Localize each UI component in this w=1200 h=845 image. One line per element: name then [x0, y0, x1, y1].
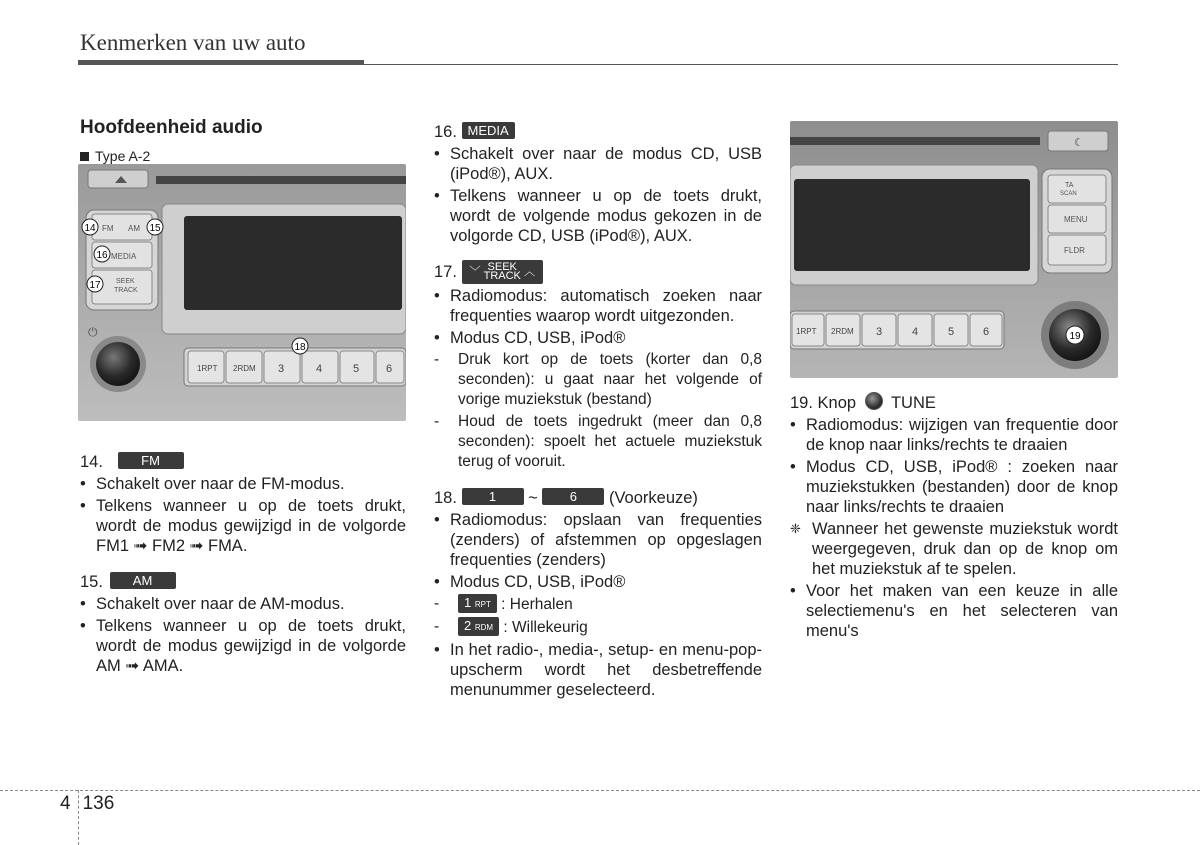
- callout-16: 16: [96, 250, 108, 261]
- random-key: 2 RDM: [458, 617, 499, 636]
- item-16-bullet-1: • Schakelt over naar de modus CD, USB (iPod®), AUX.: [434, 144, 762, 184]
- section-title: Hoofdeenheid audio: [80, 117, 263, 138]
- item-18-bullet-1: • Radiomodus: opslaan van frequenties (zenders) of afstemmen op opgeslagen frequenties (zenders): [434, 510, 762, 570]
- preset-left-6: 6: [386, 363, 393, 375]
- item-17-dash-1: - Druk kort op de toets (korter dan 0,8 seconden): u gaat naar het volgende of vorige muziekstuk (bestand): [434, 350, 762, 410]
- media-label: MEDIA: [111, 252, 137, 261]
- tune-knob-icon: [865, 392, 883, 410]
- page-number: 4 136: [60, 793, 115, 814]
- item-14-bullet-1: • Schakelt over naar de FM-modus.: [80, 474, 406, 494]
- preset-right-4: 4: [912, 326, 919, 338]
- item-18-dash-1: - 1 RPT : Herhalen: [434, 594, 762, 615]
- item-15-bullet-2: • Telkens wanneer u op de toets drukt, wordt de modus gewijzigd in de volgorde AM ➟ AMA.: [80, 616, 406, 676]
- item-18-bullet-3: • In het radio-, media-, setup- en menu-pop-upscherm wordt het desbetreffende menunummer geselecteerd.: [434, 640, 762, 700]
- svg-text:⏻: ⏻: [88, 325, 98, 339]
- am-label: AM: [128, 224, 140, 233]
- item-14: 14. FM • Schakelt over naar de FM-modus. • Telkens wanneer u op de toets drukt, wordt de modus gewijzigd in de volgorde FM1 ➟ FM2 ➟ FMA.: [80, 452, 406, 556]
- header-rule: [78, 64, 1118, 65]
- audio-unit-right-image: [790, 121, 1118, 378]
- callout-14: 14: [84, 223, 96, 234]
- column-1: [80, 118, 406, 678]
- column-2: [434, 122, 762, 702]
- preset-6-key: 6: [542, 488, 604, 505]
- repeat-key: 1 RPT: [458, 594, 497, 613]
- svg-text:☾: ☾: [1074, 136, 1084, 149]
- preset-1-key: 1: [462, 488, 524, 505]
- preset-left-3: 3: [278, 363, 285, 375]
- preset-right-6: 6: [983, 326, 990, 338]
- menu-label: MENU: [1064, 215, 1088, 224]
- media-key: MEDIA: [462, 122, 515, 139]
- preset-left-5: 5: [353, 363, 360, 375]
- callout-15: 15: [149, 223, 161, 234]
- item-16-bullet-2: • Telkens wanneer u op de toets drukt, wordt de volgende modus gekozen in de volgorde CD, USB (iPod®), AUX.: [434, 186, 762, 246]
- callout-19: 19: [1069, 331, 1081, 342]
- item-19-bullet-3: • Voor het maken van een keuze in alle selectiemenu's en het selecteren van menu's: [790, 581, 1118, 641]
- item-18-dash-2: - 2 RDM : Willekeurig: [434, 617, 762, 638]
- preset-right-1: 1RPT: [796, 327, 817, 336]
- fldr-label: FLDR: [1064, 246, 1085, 255]
- footer-rule: [0, 790, 1200, 791]
- callout-18: 18: [294, 342, 306, 353]
- preset-right-5: 5: [948, 326, 955, 338]
- item-19-note: ❈ Wanneer het gewenste muziekstuk wordt weergegeven, druk dan op de knop om het muziekstuk af te spelen.: [790, 519, 1118, 579]
- item-18-bullet-2: • Modus CD, USB, iPod®: [434, 572, 762, 592]
- item-19-bullet-2: • Modus CD, USB, iPod® : zoeken naar muziekstukken (bestanden) door de knop naar links/rechts te draaien: [790, 457, 1118, 517]
- seek-track-key: ﹀ SEEK TRACK ︿: [462, 260, 543, 284]
- preset-left-4: 4: [316, 363, 323, 375]
- item-19: 19. Knop TUNE • Radiomodus: wijzigen van frequentie door de knop naar links/rechts te draaien • Modus CD, USB, iPod® : zoeken naar muziekstukken (bestanden) door de knop naar links/rechts te draaien ❈ Wanneer het gewenste muziekstuk wordt weergegeven, druk dan op de knop om het muziekstuk af te spelen. • Voor het maken van een keuze in alle selectiemenu's en het selecteren van menu's: [790, 392, 1118, 641]
- item-15-bullet-1: • Schakelt over naar de AM-modus.: [80, 594, 406, 614]
- item-14-bullet-2: • Telkens wanneer u op de toets drukt, wordt de modus gewijzigd in de volgorde FM1 ➟ FM2 ➟ FMA.: [80, 496, 406, 556]
- type-label: Type A-2: [80, 146, 406, 166]
- running-header: Kenmerken van uw auto: [80, 30, 306, 55]
- column-3: [790, 392, 1118, 643]
- am-key: AM: [110, 572, 176, 589]
- preset-right-2: 2RDM: [831, 327, 854, 336]
- fm-key: FM: [118, 452, 184, 469]
- item-16: 16. MEDIA • Schakelt over naar de modus CD, USB (iPod®), AUX. • Telkens wanneer u op de toets drukt, wordt de volgende modus gekozen in de volgorde CD, USB (iPod®), AUX.: [434, 122, 762, 246]
- chevron-up-icon: ︿: [523, 265, 535, 278]
- item-17-bullet-1: • Radiomodus: automatisch zoeken naar frequenties waarop wordt uitgezonden.: [434, 286, 762, 326]
- fm-label: FM: [102, 224, 114, 233]
- item-19-bullet-1: • Radiomodus: wijzigen van frequentie door de knop naar links/rechts te draaien: [790, 415, 1118, 455]
- item-15: 15. AM • Schakelt over naar de AM-modus. • Telkens wanneer u op de toets drukt, wordt de modus gewijzigd in de volgorde AM ➟ AMA.: [80, 572, 406, 676]
- preset-right-3: 3: [876, 326, 883, 338]
- item-17-dash-2: - Houd de toets ingedrukt (meer dan 0,8 seconden): spoelt het actuele muziekstuk terug of vooruit.: [434, 412, 762, 472]
- callout-17: 17: [89, 280, 101, 291]
- scan-label: SCAN: [1060, 191, 1077, 197]
- item-17: 17. ﹀ SEEK TRACK ︿ • Radiomodus: automatisch zoeken naar frequenties waarop wordt uitgezonden. • Modus CD, USB, iPod® - Druk kort op de toets (korter dan 0,8 seconden): u gaat naar het volgende of vorige muziekstuk (bestand) - Houd de toets ingedrukt (meer dan 0,8 seconden): spoelt het actuele muziekstuk terug of vooruit.: [434, 260, 762, 472]
- ta-label: TA: [1065, 182, 1074, 189]
- preset-left-2: 2RDM: [233, 364, 256, 373]
- square-icon: [80, 152, 89, 161]
- chevron-down-icon: ﹀: [469, 265, 481, 278]
- item-18: 18. 1 ~ 6 (Voorkeuze) • Radiomodus: opslaan van frequenties (zenders) of afstemmen op opgeslagen frequenties (zenders) • Modus CD, USB, iPod® - 1 RPT : Herhalen - 2 RDM : Willekeurig • In het radio-, media-, setup- en menu-pop-upscherm wordt het desbetreffende menunummer geselecteerd.: [434, 488, 762, 700]
- item-17-bullet-2: • Modus CD, USB, iPod®: [434, 328, 762, 348]
- seek-label: SEEK: [116, 278, 135, 285]
- preset-left-1: 1RPT: [197, 364, 218, 373]
- track-label: TRACK: [114, 287, 138, 294]
